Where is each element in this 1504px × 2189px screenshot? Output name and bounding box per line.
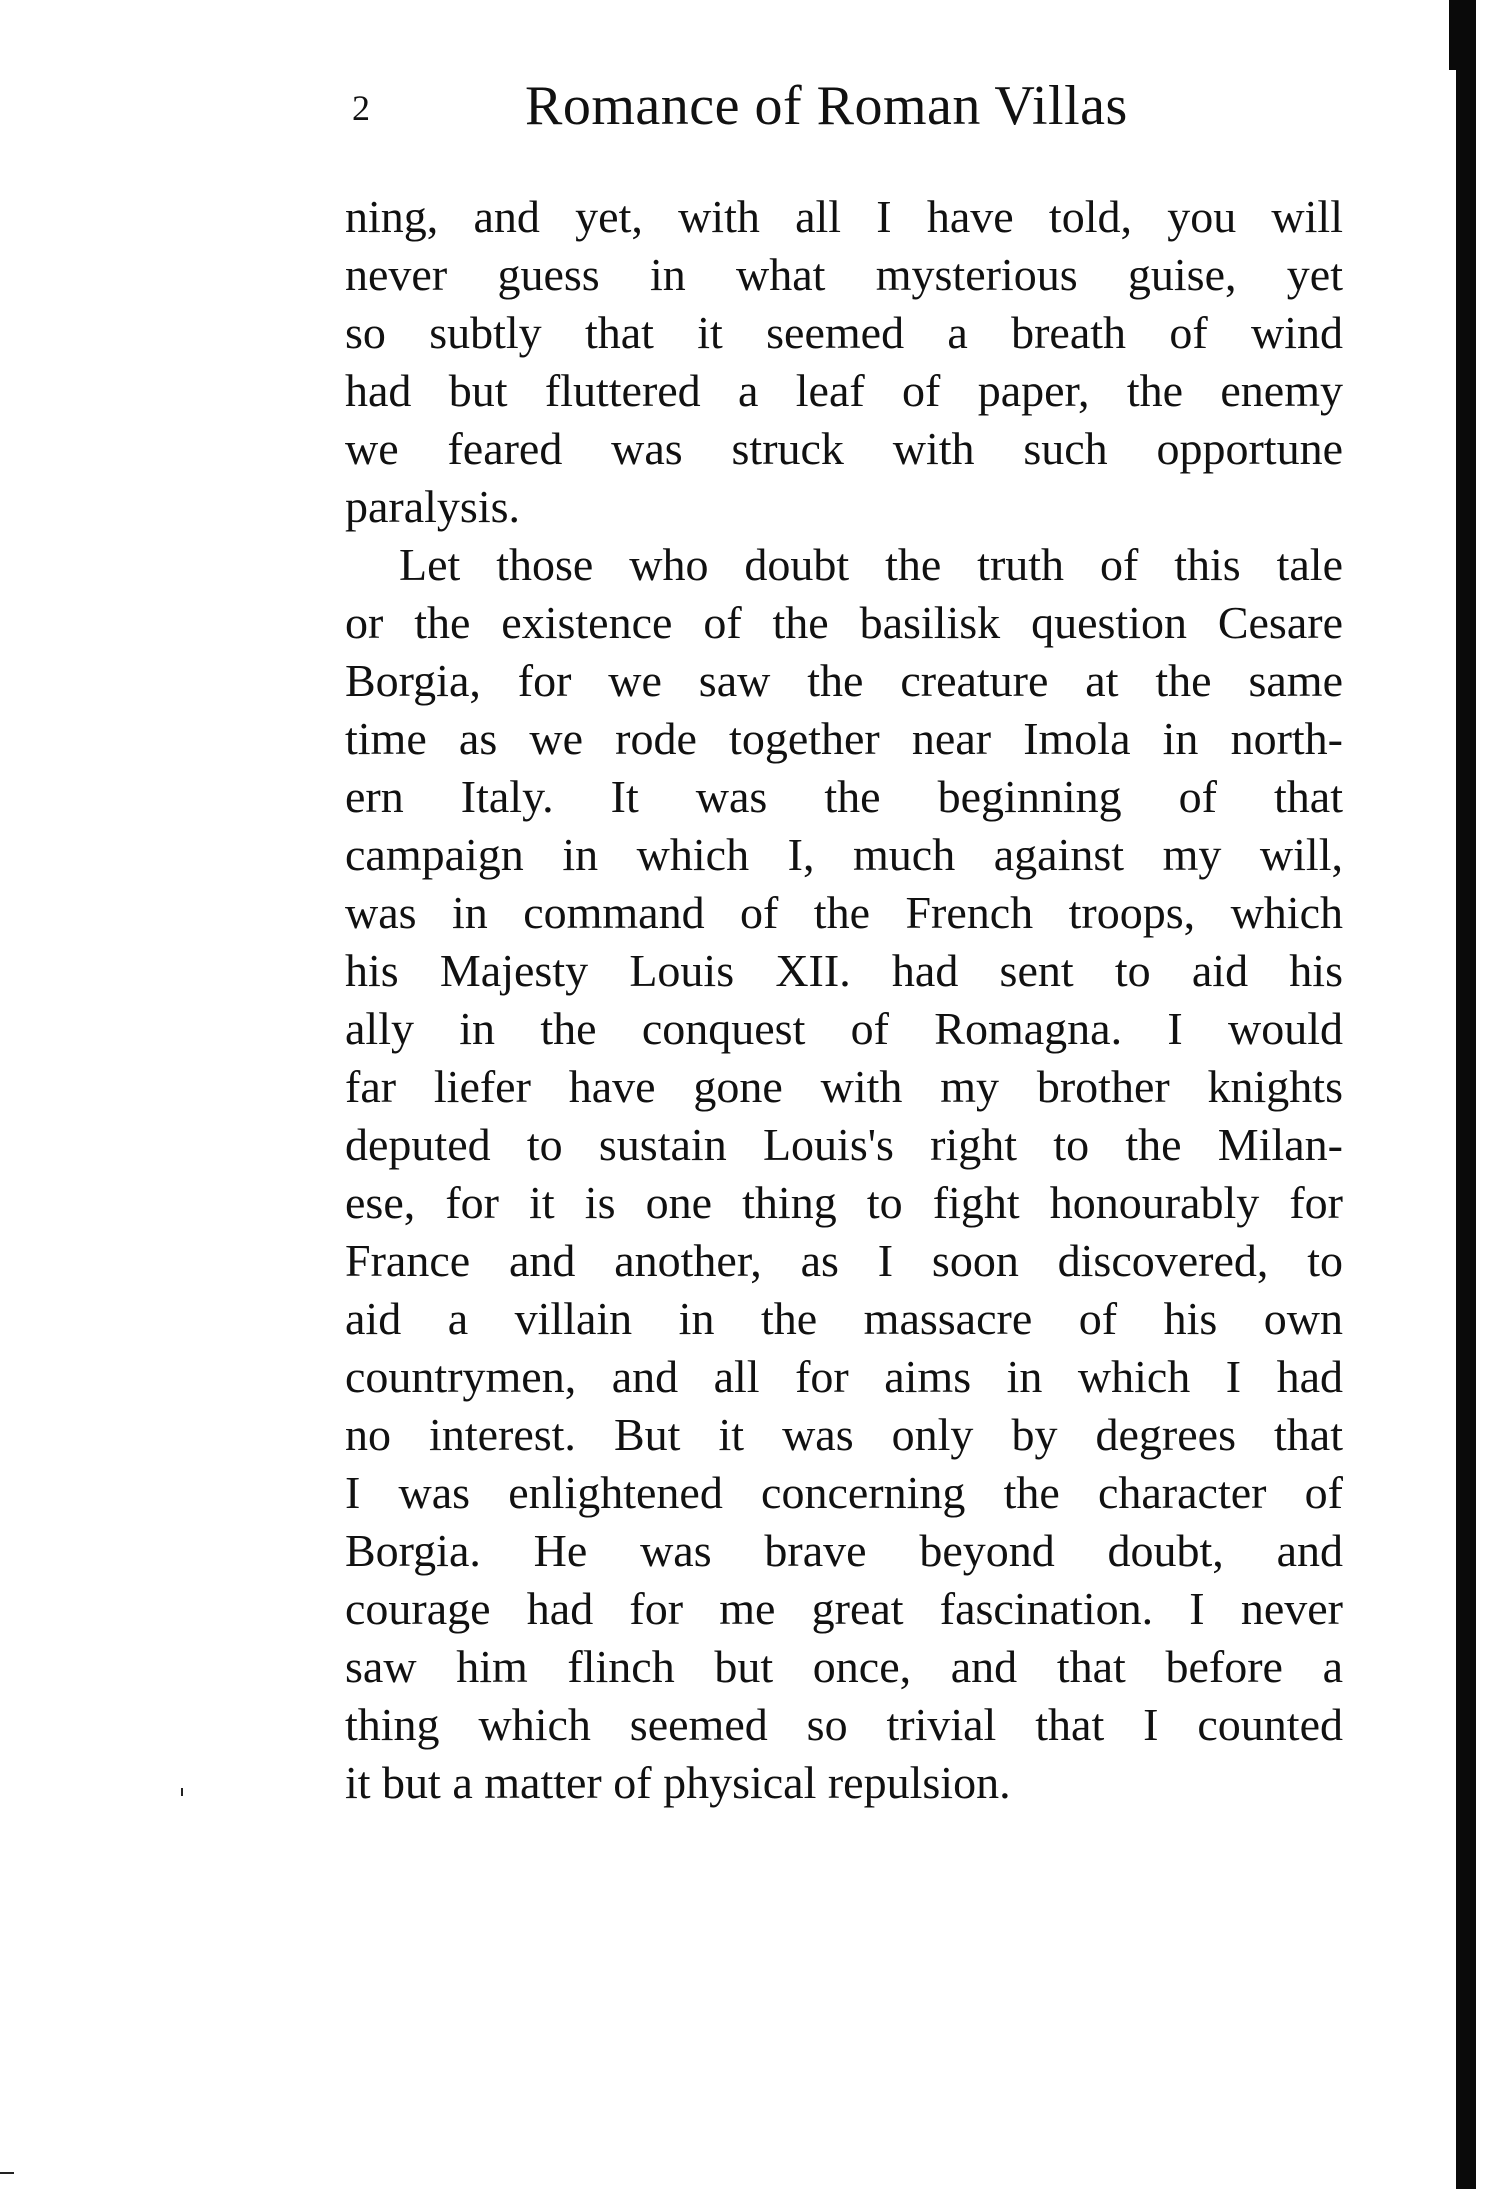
text-line: aid a villain in the massacre of his own xyxy=(345,1293,1343,1344)
text-line: I was enlightened concerning the character of xyxy=(345,1467,1343,1518)
scan-speck xyxy=(0,2172,14,2174)
text-line: deputed to sustain Louis's right to the Milan- xyxy=(345,1119,1343,1170)
text-line: ally in the conquest of Romagna. I would xyxy=(345,1003,1343,1054)
text-line: so subtly that it seemed a breath of wind xyxy=(345,307,1343,358)
text-line: we feared was struck with such opportune xyxy=(345,423,1343,474)
text-line: ese, for it is one thing to fight honourably for xyxy=(345,1177,1343,1228)
text-line: countrymen, and all for aims in which I had xyxy=(345,1351,1343,1402)
scan-speck xyxy=(181,1788,183,1796)
text-line: or the existence of the basilisk question Cesare xyxy=(345,597,1343,648)
text-line: paralysis. xyxy=(345,481,521,532)
running-title: Romance of Roman Villas xyxy=(525,75,1128,137)
text-line: it but a matter of physical repulsion. xyxy=(345,1757,1011,1808)
text-line: time as we rode together near Imola in north- xyxy=(345,713,1343,764)
text-line: thing which seemed so trivial that I counted xyxy=(345,1699,1343,1750)
text-line: no interest. But it was only by degrees that xyxy=(345,1409,1343,1460)
text-line: his Majesty Louis XII. had sent to aid his xyxy=(345,945,1343,996)
text-line: far liefer have gone with my brother knights xyxy=(345,1061,1343,1112)
scan-binding-edge xyxy=(1456,0,1476,2189)
body-text xyxy=(345,188,1343,1812)
text-line: courage had for me great fascination. I never xyxy=(345,1583,1343,1634)
text-line: France and another, as I soon discovered, to xyxy=(345,1235,1343,1286)
text-line: saw him flinch but once, and that before a xyxy=(345,1641,1343,1692)
text-line: had but fluttered a leaf of paper, the enemy xyxy=(345,365,1343,416)
text-line: ern Italy. It was the beginning of that xyxy=(345,771,1343,822)
text-line: Let those who doubt the truth of this tale xyxy=(399,539,1343,590)
text-line: campaign in which I, much against my will, xyxy=(345,829,1343,880)
text-line: never guess in what mysterious guise, yet xyxy=(345,249,1343,300)
page-number: 2 xyxy=(352,88,370,128)
text-line: Borgia. He was brave beyond doubt, and xyxy=(345,1525,1343,1576)
text-line: Borgia, for we saw the creature at the same xyxy=(345,655,1343,706)
text-line: ning, and yet, with all I have told, you will xyxy=(345,191,1343,242)
text-line: was in command of the French troops, which xyxy=(345,887,1343,938)
